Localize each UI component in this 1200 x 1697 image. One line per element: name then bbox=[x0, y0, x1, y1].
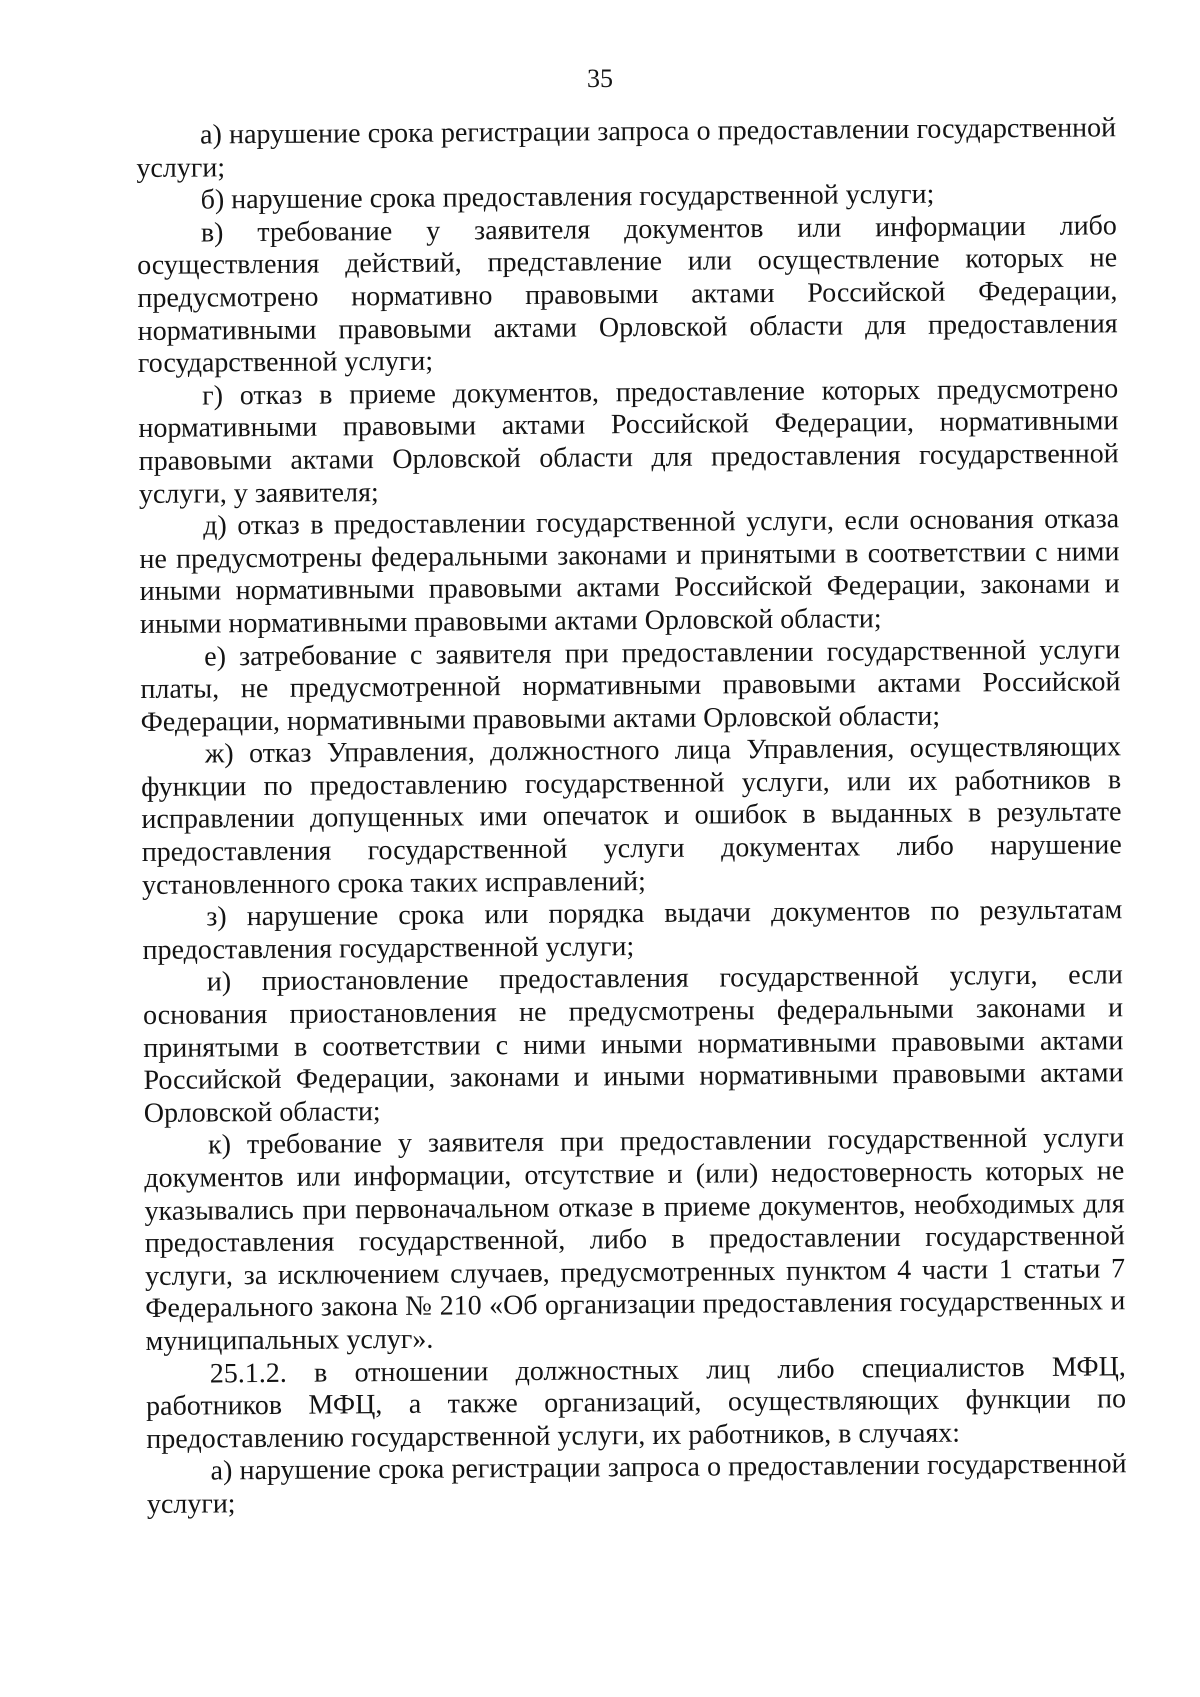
paragraph-e-fee-demand: е) затребование с заявителя при предоставлении государственной услуги платы, не предусмотренной нормативными правовыми актами Российской Федерации, нормативными правовыми актами Орловской области; bbox=[140, 633, 1121, 738]
document-body bbox=[136, 112, 1127, 1521]
paragraph-a-registration-deadline: а) нарушение срока регистрации запроса о предоставлении государственной услуги; bbox=[136, 112, 1117, 184]
paragraph-b-service-deadline: б) нарушение срока предоставления государственной услуги; bbox=[200, 178, 935, 216]
paragraph-zh-correction-refusal: ж) отказ Управления, должностного лица Управления, осуществляющих функции по предоставлению государственной услуги, или их работников в исправлении допущенных ими опечаток и ошибок в выданных в результате предоставления государственной услуги документах либо нарушение установленного срока таких исправлений; bbox=[141, 731, 1122, 901]
page-number: 35 bbox=[587, 64, 613, 93]
paragraph-25-1-2-mfc: 25.1.2. в отношении должностных лиц либо специалистов МФЦ, работников МФЦ, а также организаций, осуществляющих функции по предоставлению государственной услуги, их работников, в случаях: bbox=[145, 1350, 1127, 1455]
paragraph-a-mfc-registration-deadline: а) нарушение срока регистрации запроса о предоставлении государственной услуги; bbox=[146, 1448, 1127, 1520]
paragraph-g-document-refusal: г) отказ в приеме документов, предоставление которых предусмотрено нормативными правовыми актами Российской Федерации, нормативными правовыми актами Орловской области для предоставления государственной услуги, у заявителя; bbox=[138, 373, 1119, 510]
paragraph-i-suspension: и) приостановление предоставления государственной услуги, если основания приостановления не предусмотрены федеральными законами и принятыми в соответствии с ними иными нормативными правовыми актами Российской Федерации, законами и иными нормативными правовыми актами Орловской области; bbox=[142, 959, 1124, 1129]
paragraph-v-document-demand: в) требование у заявителя документов или информации либо осуществления действий, представление или осуществление которых не предусмотрено нормативно правовыми актами Российской Федерации, нормативными правовыми актами Орловской области для предоставления государственной услуги; bbox=[137, 210, 1118, 380]
paragraph-d-service-refusal: д) отказ в предоставлении государственной услуги, если основания отказа не предусмотрены федеральными законами и принятыми в соответствии с ними иными нормативными правовыми актами Российской Федерации, законами и иными нормативными правовыми актами Орловской области; bbox=[139, 503, 1120, 640]
paragraph-z-issuance-violation: з) нарушение срока или порядка выдачи документов по результатам предоставления государственной услуги; bbox=[142, 894, 1123, 966]
paragraph-k-unlisted-documents: к) требование у заявителя при предоставлении государственной услуги документов или информации, отсутствие и (или) недостоверность которых не указывались при первоначальном отказе в приеме документов, необходимых для предоставления государственной, либо в предоставлении государственной услуги, за исключением случаев, предусмотренных пунктом 4 части 1 статьи 7 Федерального закона № 210 «Об организации предоставления государственных и муниципальных услуг». bbox=[144, 1122, 1126, 1357]
